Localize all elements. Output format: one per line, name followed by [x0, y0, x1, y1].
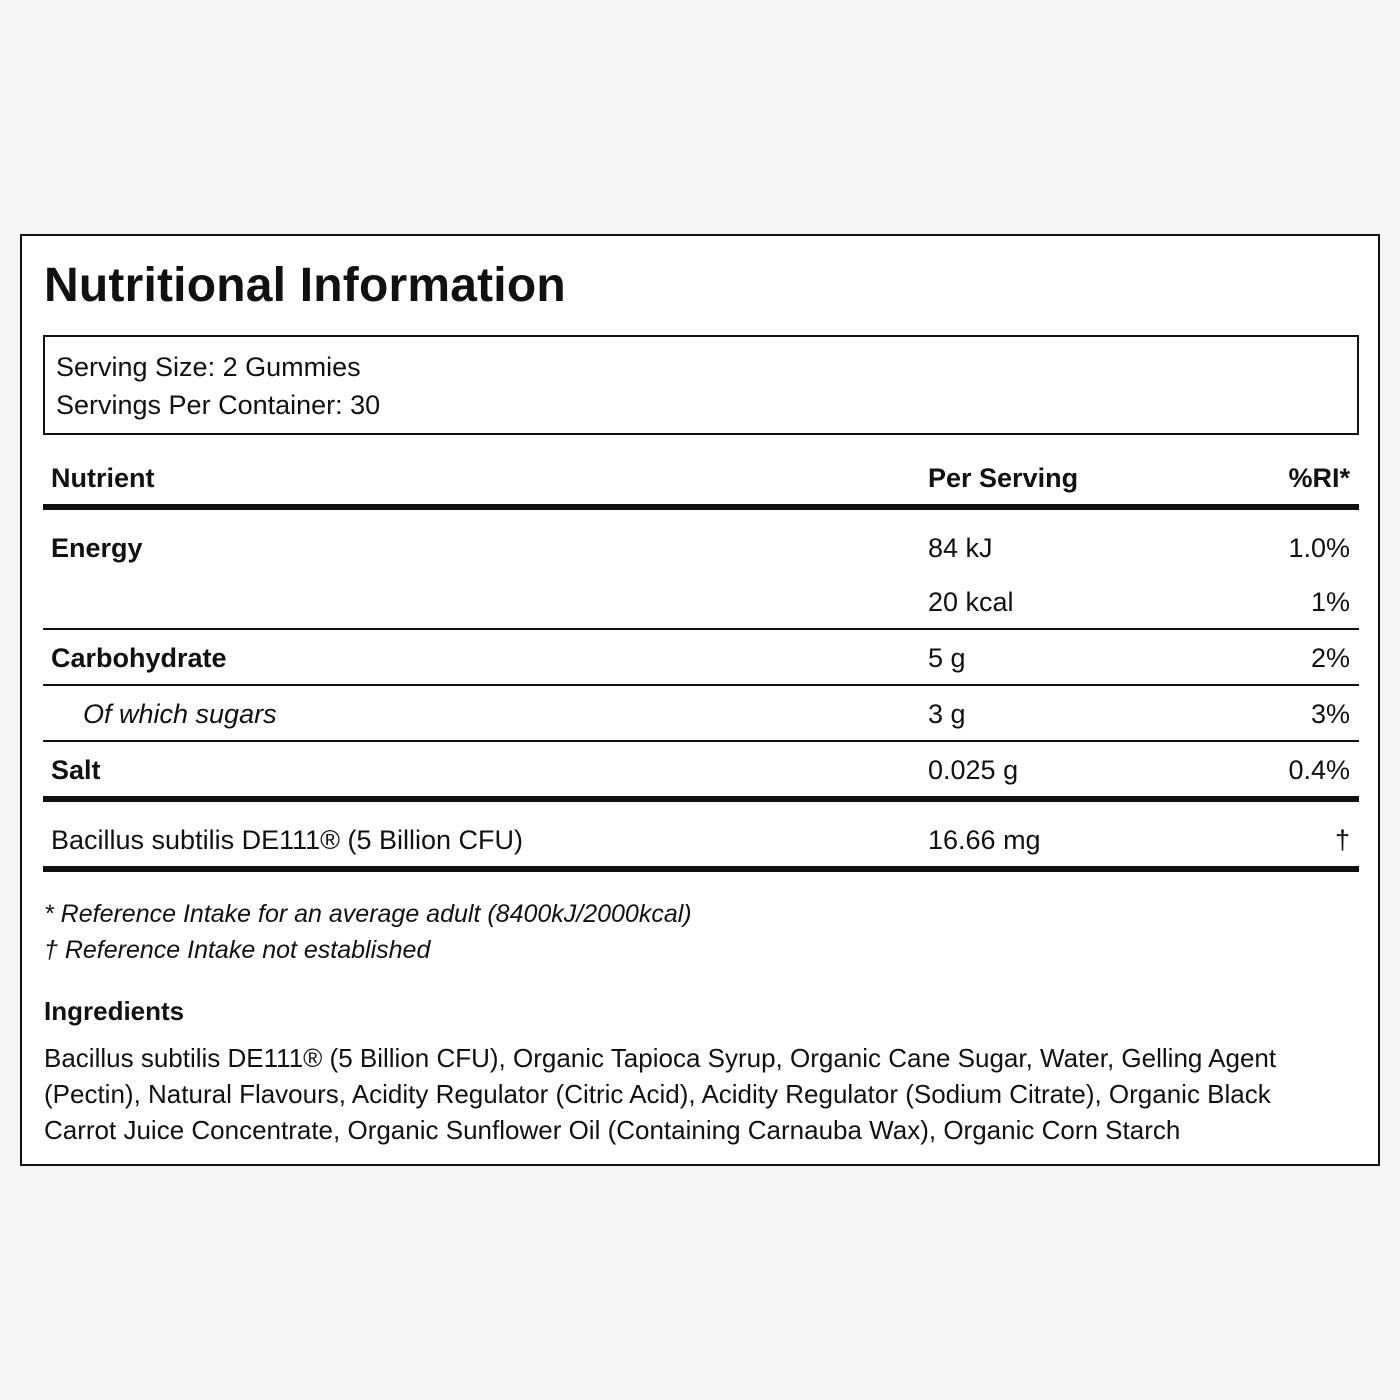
salt-amount: 0.025 g — [928, 755, 1019, 785]
nutrient-salt: Salt — [51, 755, 101, 785]
bacillus-ri: † — [1334, 825, 1350, 855]
energy-kcal-ri: 1% — [1310, 587, 1350, 617]
page-title: Nutritional Information — [44, 259, 566, 312]
serving-info-box — [43, 335, 1359, 435]
sugars-amount: 3 g — [928, 699, 966, 729]
header-per-serving: Per Serving — [928, 463, 1079, 493]
footnote-reference-intake: * Reference Intake for an average adult (8400kJ/2000kcal) — [44, 900, 692, 928]
serving-size: Serving Size: 2 Gummies — [56, 352, 361, 382]
energy-kj-ri: 1.0% — [1288, 533, 1350, 563]
salt-ri: 0.4% — [1288, 755, 1350, 785]
nutrient-sugars: Of which sugars — [83, 699, 277, 729]
servings-per-container: Servings Per Container: 30 — [56, 390, 381, 420]
header-divider — [43, 504, 1359, 510]
energy-kj: 84 kJ — [928, 533, 993, 563]
ingredients-text: Bacillus subtilis DE111® (5 Billion CFU), Organic Tapioca Syrup, Organic Cane Sugar, Water, Gelling Agent (Pectin), Natural Flavours, Acidity Regulator (Citric Acid), Acidity Regulator (Sodium Citrate), Organic Black Carrot Juice Concentrate, Organic Sunflower Oil (Containing Carnauba Wax), Organic Corn Starch — [44, 1043, 1277, 1145]
header-nutrient: Nutrient — [51, 463, 155, 493]
footnote-not-established: † Reference Intake not established — [44, 936, 431, 964]
row-divider — [43, 628, 1359, 630]
table-bottom-divider — [43, 866, 1359, 872]
nutrition-panel — [20, 234, 1380, 1166]
nutrient-carbohydrate: Carbohydrate — [51, 643, 227, 673]
nutrient-bacillus: Bacillus subtilis DE111® (5 Billion CFU) — [51, 825, 524, 855]
ingredients-heading: Ingredients — [44, 996, 185, 1026]
energy-kcal: 20 kcal — [928, 587, 1014, 617]
nutrient-energy: Energy — [51, 533, 143, 563]
sugars-ri: 3% — [1310, 699, 1350, 729]
carbohydrate-amount: 5 g — [928, 643, 966, 673]
header-ri: %RI* — [1288, 463, 1350, 493]
row-divider — [43, 684, 1359, 686]
bacillus-amount: 16.66 mg — [928, 825, 1041, 855]
carbohydrate-ri: 2% — [1310, 643, 1350, 673]
row-divider — [43, 740, 1359, 742]
section-divider — [43, 796, 1359, 802]
